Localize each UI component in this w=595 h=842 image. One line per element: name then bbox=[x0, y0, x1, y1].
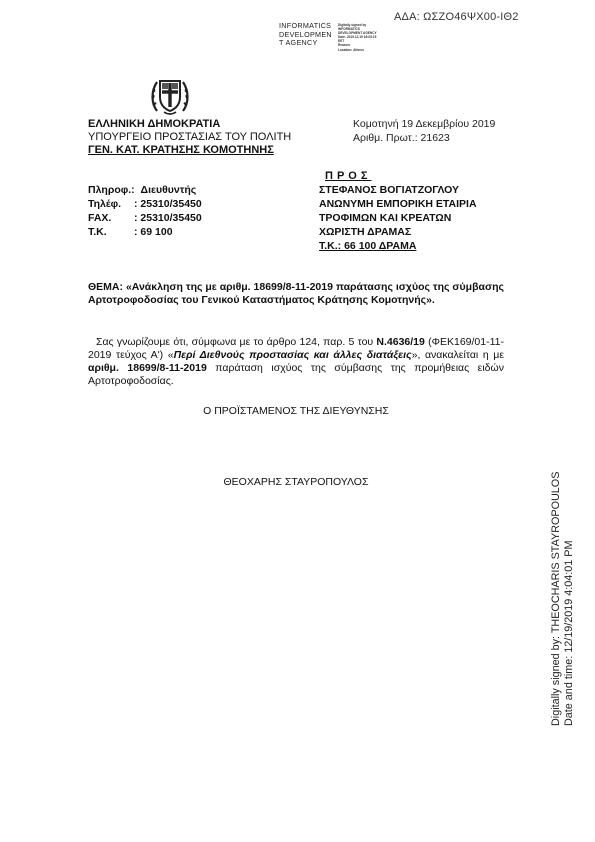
body-text: παράταση ισχύος της σύμβασης της προμήθειας ειδών Αρτοτροφοδοσίας. bbox=[88, 362, 504, 387]
contact-label: Τ.Κ. bbox=[88, 226, 107, 238]
law-title: Περί Διεθνούς προστασίας και άλλες διατάξεις bbox=[173, 349, 412, 361]
fine-line: Reason: bbox=[338, 43, 351, 48]
coat-of-arms-icon bbox=[149, 75, 191, 117]
contact-label: Τηλέφ. bbox=[88, 198, 122, 210]
body-text: Σας γνωρίζουμε ότι, σύμφωνα με το άρθρο 124, παρ. 5 του bbox=[96, 336, 377, 348]
agency-stamp-fine-print bbox=[338, 23, 377, 52]
fine-line: INFORMATICS bbox=[338, 27, 360, 32]
recipient-line: ΑΝΩΝΥΜΗ ΕΜΠΟΡΙΚΗ ΕΤΑΙΡΙΑ bbox=[319, 198, 477, 210]
recipient-line: ΧΩΡΙΣΤΗ ΔΡΑΜΑΣ bbox=[319, 226, 412, 238]
fine-line: EET bbox=[338, 39, 345, 44]
body-text: (ΦΕΚ169/01-11-2019 τεύχος Α') « bbox=[88, 336, 504, 361]
sender-line-3: ΓΕΝ. ΚΑΤ. ΚΡΑΤΗΣΗΣ ΚΟΜΟΤΗΝΗΣ bbox=[88, 144, 274, 156]
recipient-postal: Τ.Κ.: 66 100 ΔΡΑΜΑ bbox=[319, 240, 417, 252]
recipient-line: ΣΤΕΦΑΝΟΣ ΒΟΓΙΑΤΖΟΓΛΟΥ bbox=[319, 184, 460, 196]
signature-line-2: Date and time: 12/19/2019 4:04:01 PM bbox=[563, 540, 575, 726]
fine-line: DEVELOPMENT AGENCY bbox=[338, 31, 377, 36]
contact-value: Διευθυντής bbox=[140, 184, 197, 196]
signatory-name: ΘΕΟΧΑΡΗΣ ΣΤΑΥΡΟΠΟΥΛΟΣ bbox=[223, 476, 369, 488]
document-date: Κομοτηνή 19 Δεκεμβρίου 2019 bbox=[353, 118, 496, 130]
decision-reference: αριθμ. 18699/8-11-2019 bbox=[88, 362, 207, 374]
fine-line: Location: Athens bbox=[338, 47, 364, 52]
contact-value: : 25310/35450 bbox=[134, 198, 202, 210]
ada-code: ΑΔΑ: ΩΣΖΟ46ΨΧ00-ΙΘ2 bbox=[394, 11, 519, 23]
recipient-line: ΤΡΟΦΙΜΩΝ ΚΑΙ ΚΡΕΑΤΩΝ bbox=[319, 212, 452, 224]
signatory-role: Ο ΠΡΟΪΣΤΑΜΕΝΟΣ ΤΗΣ ΔΙΕΥΘΥΝΣΗΣ bbox=[203, 405, 389, 417]
contact-label: Πληροφ.: bbox=[88, 184, 135, 196]
contact-label: FAX. bbox=[88, 212, 112, 224]
agency-line: T AGENCY bbox=[279, 38, 318, 48]
body-text: », ανακαλείται η με bbox=[411, 349, 504, 361]
agency-stamp bbox=[279, 22, 332, 48]
agency-line: INFORMATICS bbox=[279, 21, 332, 30]
signature-line-1: Digitally signed by: THEOCHARIS STAYROPOULOS bbox=[550, 471, 562, 726]
sender-line-1: ΕΛΛΗΝΙΚΗ ΔΗΜΟΚΡΑΤΙΑ bbox=[88, 118, 221, 130]
recipient-heading: ΠΡΟΣ bbox=[325, 170, 372, 182]
protocol-number: Αριθμ. Πρωτ.: 21623 bbox=[353, 132, 450, 144]
contact-value: : 69 100 bbox=[134, 226, 173, 238]
subject-text: «Ανάκληση της με αριθμ. 18699/8-11-2019 παράτασης ισχύος της σύμβασης Αρτοτροφοδοσίας του Γενικού Καταστήματος Κράτησης Κομοτηνής». bbox=[88, 281, 505, 306]
contact-value: : 25310/35450 bbox=[134, 212, 202, 224]
law-reference: Ν.4636/19 bbox=[376, 336, 425, 348]
contact-row bbox=[88, 226, 173, 238]
subject-paragraph bbox=[88, 281, 504, 307]
sender-line-2: ΥΠΟΥΡΓΕΙΟ ΠΡΟΣΤΑΣΙΑΣ ΤΟΥ ΠΟΛΙΤΗ bbox=[88, 131, 292, 143]
fine-line: Date: 2019.12.19 16:05:15 bbox=[338, 35, 377, 40]
subject-label: ΘΕΜΑ: bbox=[88, 281, 123, 293]
fine-line: Digitally signed by bbox=[338, 23, 367, 27]
contact-row bbox=[88, 198, 202, 210]
contact-row bbox=[88, 184, 196, 196]
digital-signature bbox=[547, 436, 575, 726]
agency-line: DEVELOPMEN bbox=[279, 29, 332, 39]
contact-row bbox=[88, 212, 202, 224]
body-paragraph bbox=[88, 336, 504, 388]
